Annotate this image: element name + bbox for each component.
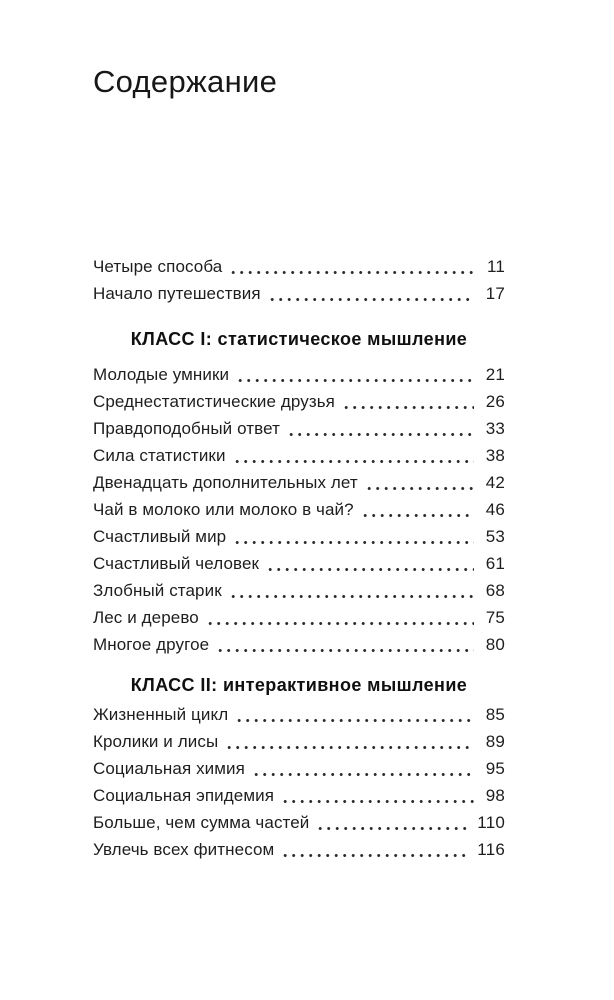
toc-entry-title: Сила статистики — [93, 446, 226, 465]
toc-entry-page-number: 61 — [485, 554, 505, 573]
toc-entry-page-number: 46 — [485, 500, 505, 519]
toc-entry — [93, 415, 505, 442]
toc-entry-title: Правдоподобный ответ — [93, 419, 280, 438]
toc-entry — [93, 782, 505, 809]
page-content — [93, 64, 505, 863]
toc-entry-page-number: 89 — [485, 732, 505, 751]
leader-dots-icon — [218, 648, 474, 653]
table-of-contents — [93, 253, 505, 863]
toc-entry-page-number: 80 — [485, 635, 505, 654]
toc-entry — [93, 728, 505, 755]
leader-dots-icon — [283, 853, 470, 858]
toc-entry-title: Злобный старик — [93, 581, 222, 600]
toc-entry-title: Социальная эпидемия — [93, 786, 275, 805]
leader-dots-icon — [227, 745, 474, 750]
toc-entry-title: Чай в молоко или молоко в чай? — [93, 500, 354, 519]
leader-dots-icon — [231, 270, 474, 275]
leader-dots-icon — [231, 594, 474, 599]
toc-entry-page-number: 11 — [486, 257, 505, 276]
toc-entry-page-number: 26 — [485, 392, 505, 411]
toc-entry — [93, 253, 505, 280]
toc-entry-page-number: 42 — [485, 473, 505, 492]
leader-dots-icon — [235, 540, 474, 545]
toc-entry — [93, 809, 505, 836]
leader-dots-icon — [363, 513, 474, 518]
toc-entry — [93, 469, 505, 496]
toc-rows — [93, 701, 505, 863]
leader-dots-icon — [367, 486, 474, 491]
toc-section — [93, 672, 505, 863]
toc-entry — [93, 388, 505, 415]
toc-entry-page-number: 17 — [485, 284, 505, 303]
toc-entry — [93, 361, 505, 388]
toc-rows — [93, 253, 505, 307]
toc-entry — [93, 631, 505, 658]
toc-entry — [93, 550, 505, 577]
toc-entry-title: Двенадцать дополнительных лет — [93, 473, 358, 492]
leader-dots-icon — [268, 567, 474, 572]
toc-entry — [93, 701, 505, 728]
toc-entry-page-number: 53 — [485, 527, 505, 546]
leader-dots-icon — [283, 799, 474, 804]
toc-entry — [93, 836, 505, 863]
toc-entry — [93, 604, 505, 631]
toc-entry — [93, 755, 505, 782]
leader-dots-icon — [289, 432, 474, 437]
toc-entry-page-number: 33 — [485, 419, 505, 438]
leader-dots-icon — [237, 718, 474, 723]
toc-entry-page-number: 95 — [485, 759, 505, 778]
toc-entry-title: Больше, чем сумма частей — [93, 813, 310, 832]
leader-dots-icon — [270, 297, 474, 302]
toc-section — [93, 326, 505, 658]
leader-dots-icon — [235, 459, 474, 464]
leader-dots-icon — [254, 772, 474, 777]
leader-dots-icon — [208, 621, 474, 626]
toc-entry-title: Социальная химия — [93, 759, 245, 778]
toc-entry — [93, 577, 505, 604]
toc-entry-title: Лес и дерево — [93, 608, 199, 627]
toc-entry-title: Счастливый мир — [93, 527, 227, 546]
toc-entry — [93, 280, 505, 307]
section-heading: КЛАСС II: интерактивное мышление — [130, 675, 468, 695]
toc-entry-title: Увлечь всех фитнесом — [93, 840, 275, 859]
leader-dots-icon — [344, 405, 474, 410]
leader-dots-icon — [238, 378, 474, 383]
toc-entry-title: Счастливый человек — [93, 554, 260, 573]
toc-entry-title: Кролики и лисы — [93, 732, 219, 751]
toc-entry — [93, 523, 505, 550]
toc-entry-page-number: 21 — [485, 365, 505, 384]
toc-entry-page-number: 85 — [485, 705, 505, 724]
toc-entry-title: Многое другое — [93, 635, 210, 654]
toc-entry-page-number: 68 — [485, 581, 505, 600]
toc-entry-page-number: 98 — [485, 786, 505, 805]
toc-entry-title: Молодые умники — [93, 365, 230, 384]
section-heading: КЛАСС I: статистическое мышление — [130, 329, 468, 349]
page-title: Содержание — [93, 64, 278, 99]
toc-rows — [93, 361, 505, 658]
toc-entry-title: Жизненный цикл — [93, 705, 229, 724]
toc-section — [93, 253, 505, 307]
toc-entry-page-number: 110 — [477, 813, 505, 832]
toc-entry-title: Четыре способа — [93, 257, 223, 276]
leader-dots-icon — [318, 826, 470, 831]
toc-entry-page-number: 38 — [485, 446, 505, 465]
toc-entry — [93, 442, 505, 469]
toc-entry-title: Начало путешествия — [93, 284, 261, 303]
toc-entry — [93, 496, 505, 523]
toc-entry-title: Среднестатистические друзья — [93, 392, 335, 411]
toc-entry-page-number: 75 — [485, 608, 505, 627]
toc-entry-page-number: 116 — [477, 840, 505, 859]
